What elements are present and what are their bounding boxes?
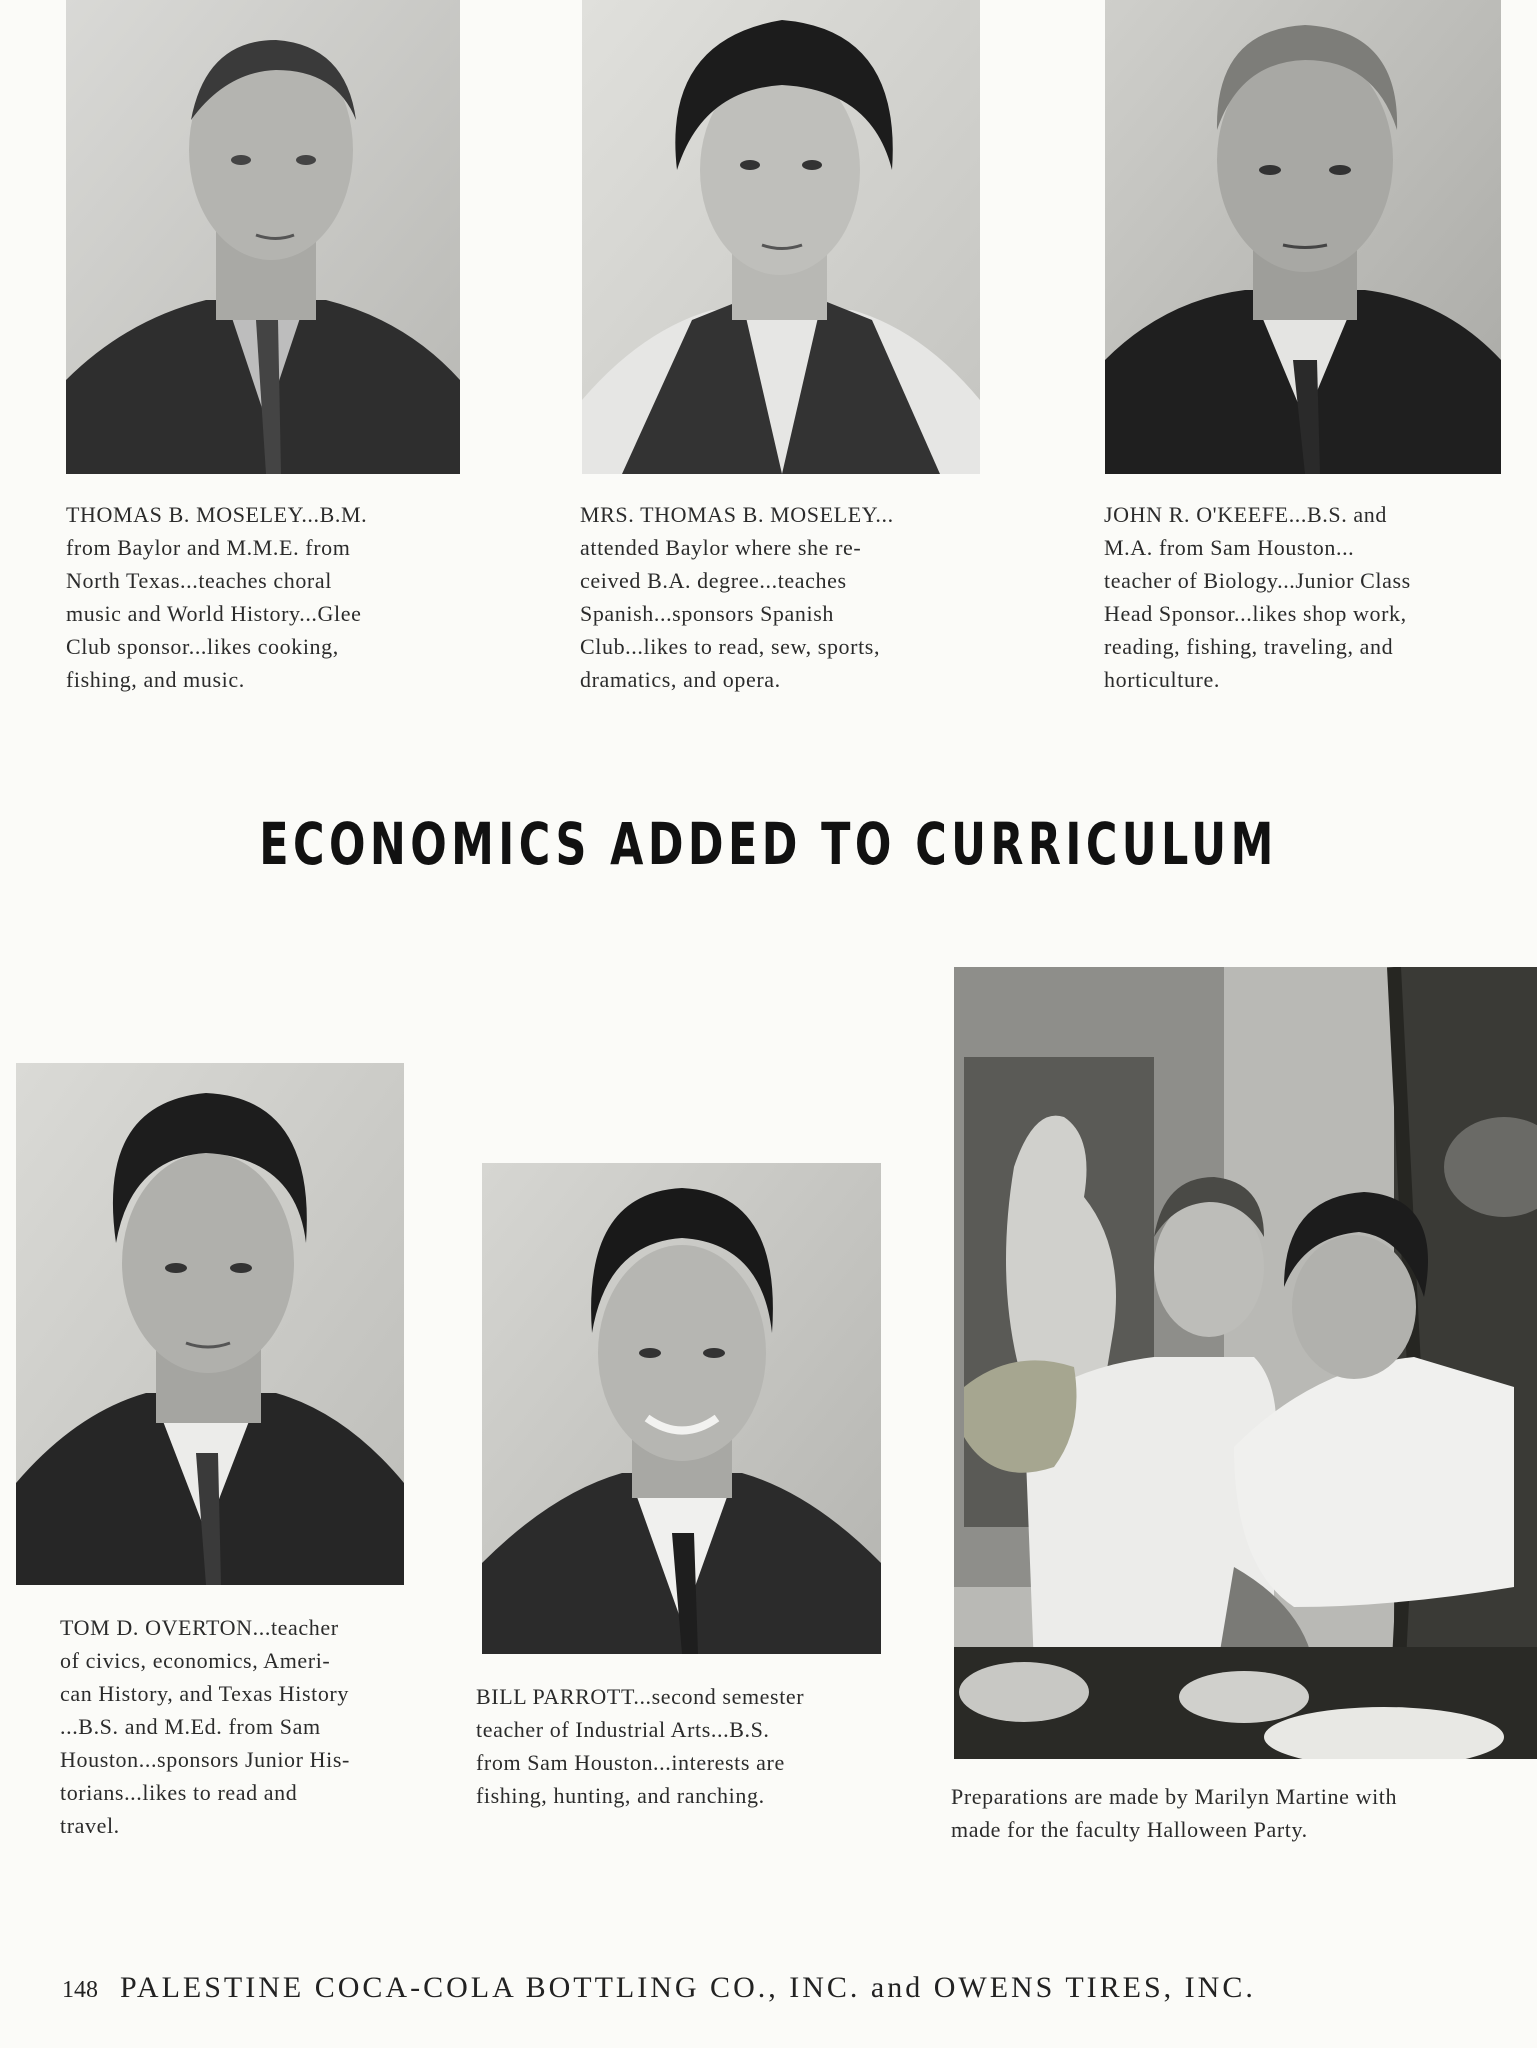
caption-line: JOHN R. O'KEEFE...B.S. and (1104, 502, 1387, 527)
caption-line: from Sam Houston...interests are (476, 1750, 785, 1775)
portrait-john-okeefe (1105, 0, 1501, 474)
halloween-party-photo (954, 967, 1537, 1759)
caption-john-okeefe (1104, 498, 1411, 696)
caption-line: Club...likes to read, sew, sports, (580, 634, 881, 659)
caption-line: Head Sponsor...likes shop work, (1104, 601, 1407, 626)
caption-line: reading, fishing, traveling, and (1104, 634, 1394, 659)
caption-line: Club sponsor...likes cooking, (66, 634, 339, 659)
caption-line: Houston...sponsors Junior His- (60, 1747, 350, 1772)
caption-tom-overton (60, 1611, 350, 1842)
caption-line: music and World History...Glee (66, 601, 362, 626)
caption-line: THOMAS B. MOSELEY...B.M. (66, 502, 368, 527)
caption-mrs-moseley (580, 498, 894, 696)
caption-line: fishing, hunting, and ranching. (476, 1783, 765, 1808)
caption-line: teacher of Biology...Junior Class (1104, 568, 1411, 593)
caption-line: Spanish...sponsors Spanish (580, 601, 834, 626)
caption-line: ...B.S. and M.Ed. from Sam (60, 1714, 321, 1739)
caption-line: torians...likes to read and (60, 1780, 298, 1805)
caption-line: dramatics, and opera. (580, 667, 781, 692)
portrait-mrs-thomas-moseley (582, 0, 980, 474)
caption-line: MRS. THOMAS B. MOSELEY... (580, 502, 894, 527)
caption-line: BILL PARROTT...second semester (476, 1684, 805, 1709)
caption-halloween-party (951, 1780, 1397, 1846)
page-footer (62, 1971, 1256, 2005)
caption-line: North Texas...teaches choral (66, 568, 332, 593)
caption-line: teacher of Industrial Arts...B.S. (476, 1717, 770, 1742)
caption-line: from Baylor and M.M.E. from (66, 535, 351, 560)
page-number: 148 (62, 1977, 98, 2003)
portrait-tom-overton (16, 1063, 404, 1585)
caption-line: of civics, economics, Ameri- (60, 1648, 331, 1673)
page-headline: ECONOMICS ADDED TO CURRICULUM (259, 810, 1278, 878)
caption-line: M.A. from Sam Houston... (1104, 535, 1355, 560)
caption-line: attended Baylor where she re- (580, 535, 862, 560)
sponsor-text: PALESTINE COCA-COLA BOTTLING CO., INC. and OWENS TIRES, INC. (120, 1971, 1256, 2004)
caption-line: made for the faculty Halloween Party. (951, 1817, 1308, 1842)
caption-line: fishing, and music. (66, 667, 245, 692)
portrait-bill-parrott (482, 1163, 881, 1654)
caption-thomas-moseley (66, 498, 367, 696)
caption-line: ceived B.A. degree...teaches (580, 568, 847, 593)
caption-line: TOM D. OVERTON...teacher (60, 1615, 339, 1640)
portrait-thomas-moseley (66, 0, 460, 474)
caption-bill-parrott (476, 1680, 804, 1812)
caption-line: Preparations are made by Marilyn Martine with (951, 1784, 1398, 1809)
caption-line: can History, and Texas History (60, 1681, 349, 1706)
caption-line: horticulture. (1104, 667, 1220, 692)
caption-line: travel. (60, 1813, 120, 1838)
